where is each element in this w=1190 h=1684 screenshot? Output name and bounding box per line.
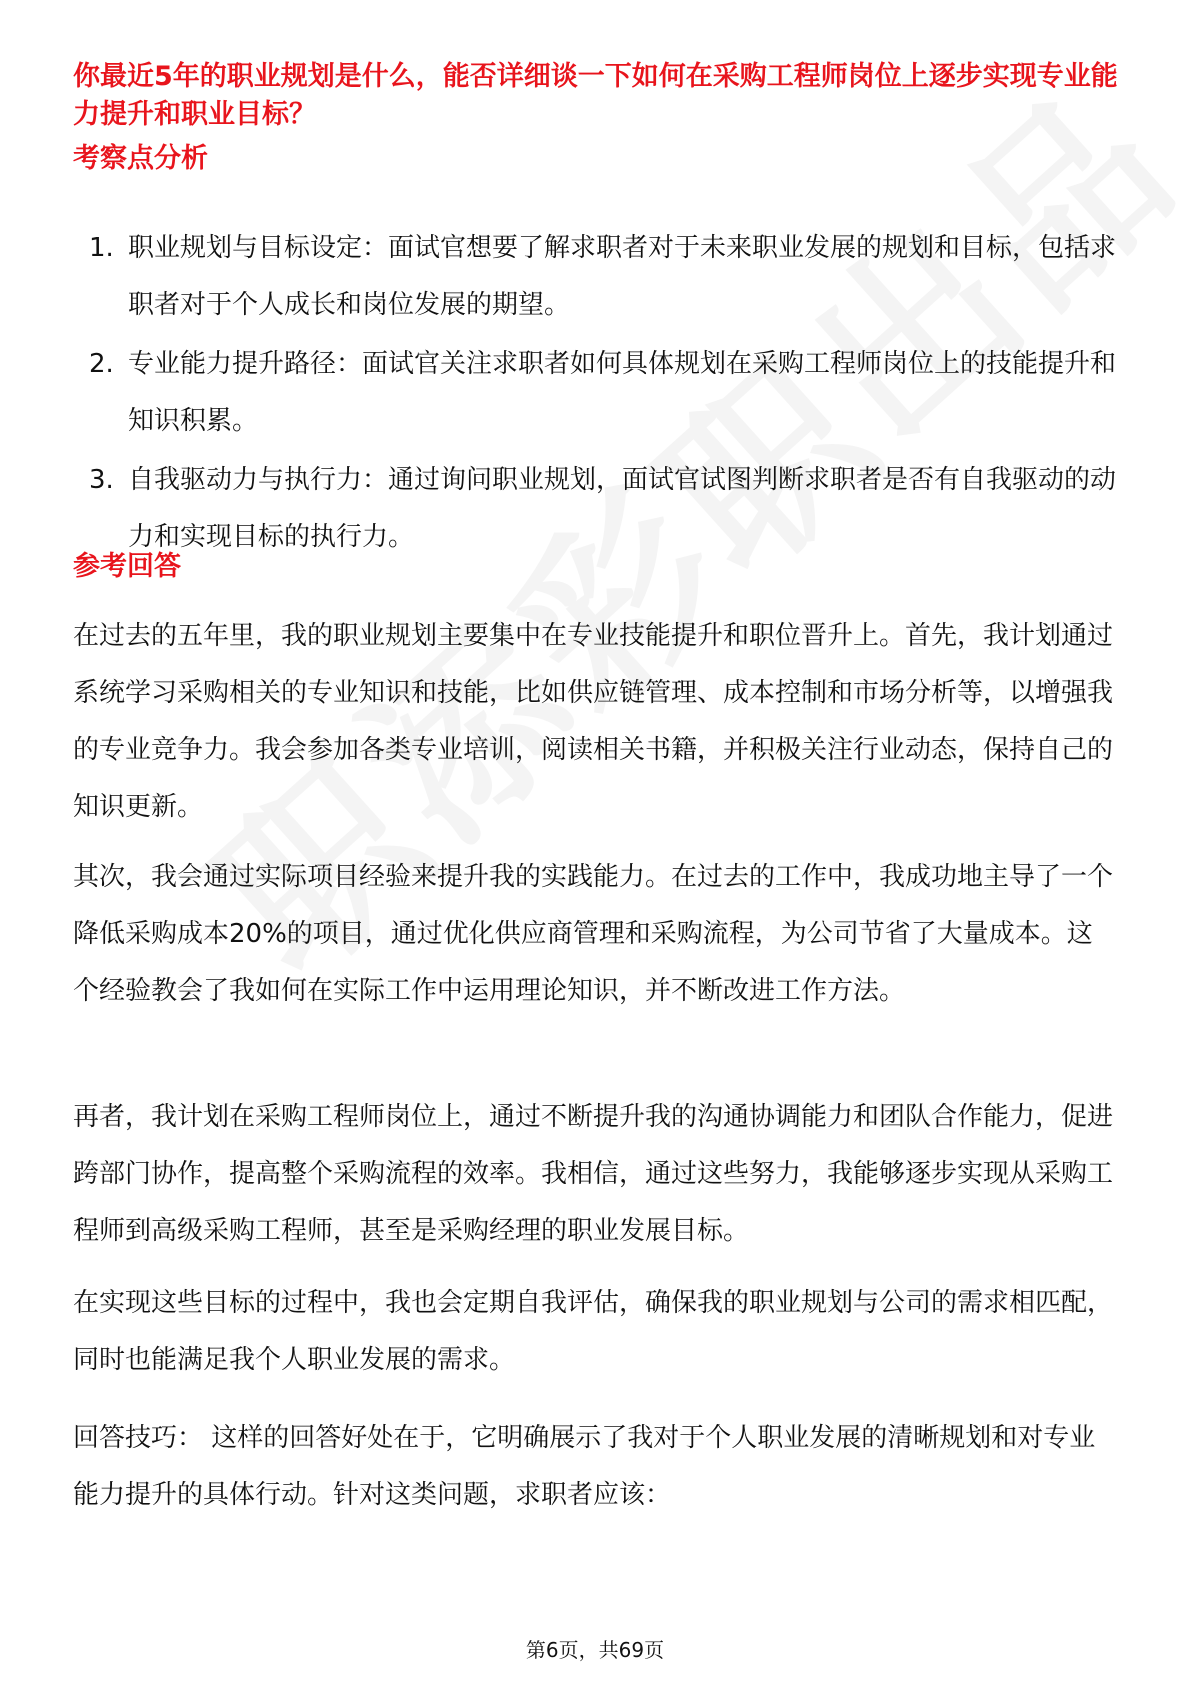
list-number: 2.	[89, 349, 114, 379]
answer-paragraph: 在过去的五年里，我的职业规划主要集中在专业技能提升和职位晋升上。首先，我计划通过系统学习采购相关的专业知识和技能，比如供应链管理、成本控制和市场分析等，以增强我的专业竞争力。我会参加各类专业培训，阅读相关书籍，并积极关注行业动态，保持自己的知识更新。	[73, 621, 1114, 822]
list-number: 3.	[89, 465, 114, 495]
list-item-text: 专业能力提升路径：面试官关注求职者如何具体规划在采购工程师岗位上的技能提升和知识积累。	[128, 349, 1117, 436]
analysis-title: 考察点分析	[73, 143, 208, 174]
analysis-list	[73, 220, 1118, 568]
answer-title: 参考回答	[73, 551, 181, 582]
answer-tips-paragraph: 回答技巧： 这样的回答好处在于，它明确展示了我对于个人职业发展的清晰规划和对专业能力提升的具体行动。针对这类问题，求职者应该：	[73, 1423, 1096, 1510]
list-item	[73, 336, 1118, 450]
answer-paragraph: 其次，我会通过实际项目经验来提升我的实践能力。在过去的工作中，我成功地主导了一个降低采购成本20%的项目，通过优化供应商管理和采购流程，为公司节省了大量成本。这个经验教会了我如何在实际工作中运用理论知识，并不断改进工作方法。	[73, 862, 1114, 1006]
answer-paragraph: 在实现这些目标的过程中，我也会定期自我评估，确保我的职业规划与公司的需求相匹配，同时也能满足我个人职业发展的需求。	[73, 1288, 1114, 1375]
list-item-text: 职业规划与目标设定：面试官想要了解求职者对于未来职业发展的规划和目标，包括求职者对于个人成长和岗位发展的期望。	[128, 233, 1117, 320]
list-number: 1.	[89, 233, 114, 263]
list-item	[73, 452, 1118, 566]
page-number: 第6页，共69页	[525, 1638, 665, 1662]
question-heading: 你最近5年的职业规划是什么，能否详细谈一下如何在采购工程师岗位上逐步实现专业能力提升和职业目标？	[73, 61, 1118, 130]
list-item-text: 自我驱动力与执行力：通过询问职业规划，面试官试图判断求职者是否有自我驱动的动力和实现目标的执行力。	[128, 465, 1117, 552]
answer-paragraph: 再者，我计划在采购工程师岗位上，通过不断提升我的沟通协调能力和团队合作能力，促进跨部门协作，提高整个采购流程的效率。我相信，通过这些努力，我能够逐步实现从采购工程师到高级采购工程师，甚至是采购经理的职业发展目标。	[73, 1102, 1114, 1246]
list-item	[73, 220, 1118, 334]
